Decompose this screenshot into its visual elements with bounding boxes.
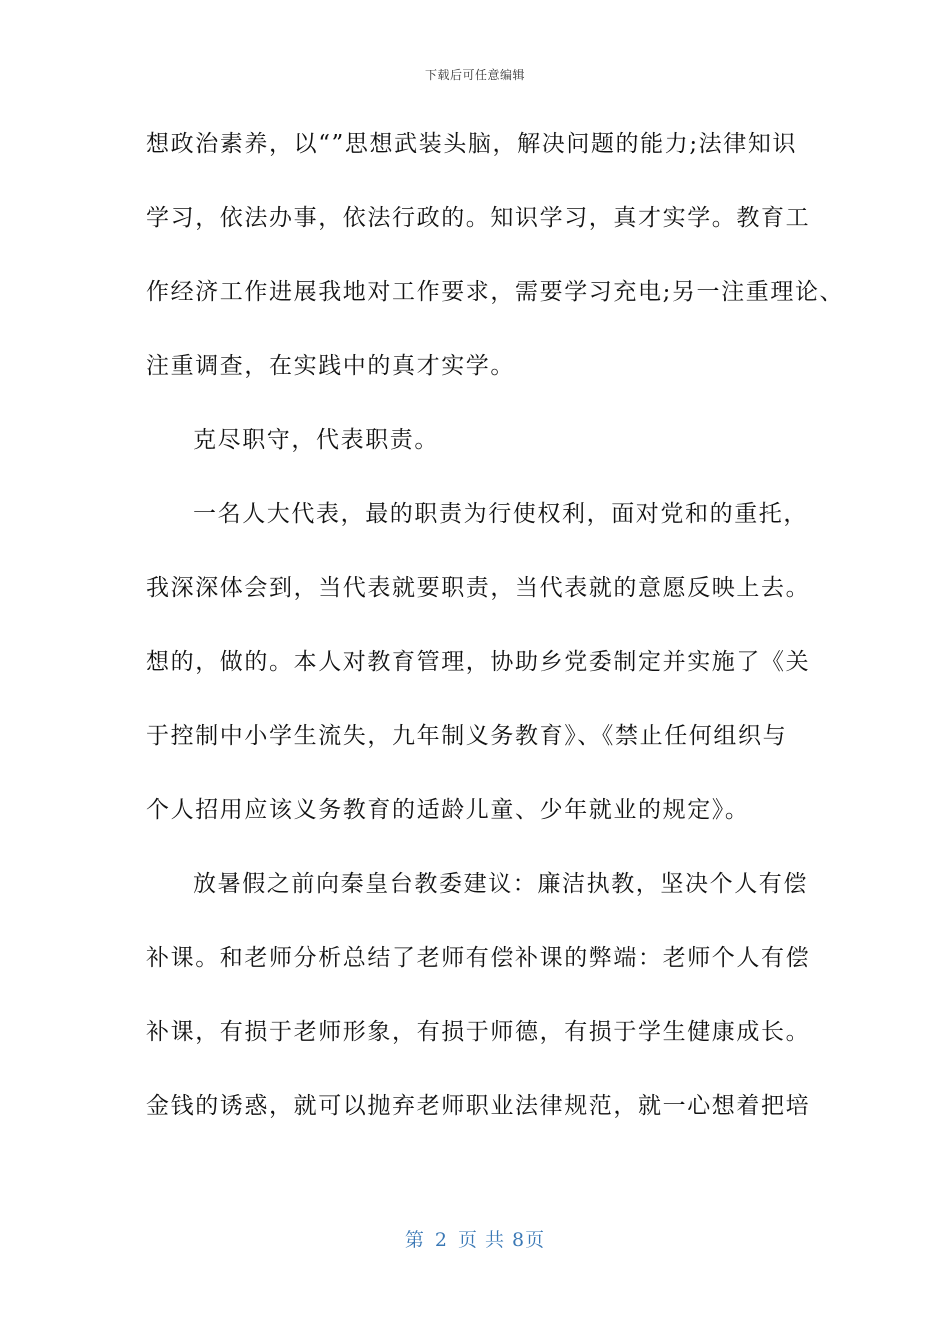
page-footer <box>0 1225 950 1252</box>
body-line: 我深深体会到，当代表就要职责，当代表就的意愿反映上去。 <box>146 575 811 601</box>
body-line: 金钱的诱惑，就可以抛弃老师职业法律规范，就一心想着把培 <box>146 1093 811 1119</box>
body-line: 学习，依法办事，依法行政的。知识学习，真才实学。教育工 <box>146 205 811 231</box>
body-line: 想的，做的。本人对教育管理，协助乡党委制定并实施了《关 <box>146 649 811 675</box>
body-line: 个人招用应该义务教育的适龄儿童、少年就业的规定》。 <box>146 797 750 823</box>
footer-middle: 页 共 <box>457 1229 505 1251</box>
body-line: 克尽职守，代表职责。 <box>193 427 439 453</box>
footer-suffix: 页 <box>525 1229 546 1251</box>
footer-page-number: 2 <box>434 1229 448 1251</box>
body-line: 于控制中小学生流失，九年制义务教育》、《禁止任何组织与 <box>146 723 788 749</box>
footer-prefix: 第 <box>404 1229 425 1251</box>
body-line: 作经济工作进展我地对工作要求，需要学习充电;另一注重理论、 <box>146 279 845 305</box>
body-line: 放暑假之前向秦皇台教委建议：廉洁执教，坚决个人有偿 <box>193 871 808 897</box>
body-line: 补课。和老师分析总结了老师有偿补课的弊端：老师个人有偿 <box>146 945 811 971</box>
body-line: 注重调查，在实践中的真才实学。 <box>146 353 515 379</box>
body-line: 一名人大代表，最的职责为行使权利，面对党和的重托， <box>193 501 808 527</box>
document-body <box>146 124 845 1160</box>
body-line: 想政治素养，以“”思想武装头脑，解决问题的能力;法律知识 <box>146 131 798 157</box>
body-line: 补课，有损于老师形象，有损于师德，有损于学生健康成长。 <box>146 1019 811 1045</box>
footer-total-pages: 8 <box>512 1229 526 1251</box>
page-header: 下载后可任意编辑 <box>424 68 525 82</box>
